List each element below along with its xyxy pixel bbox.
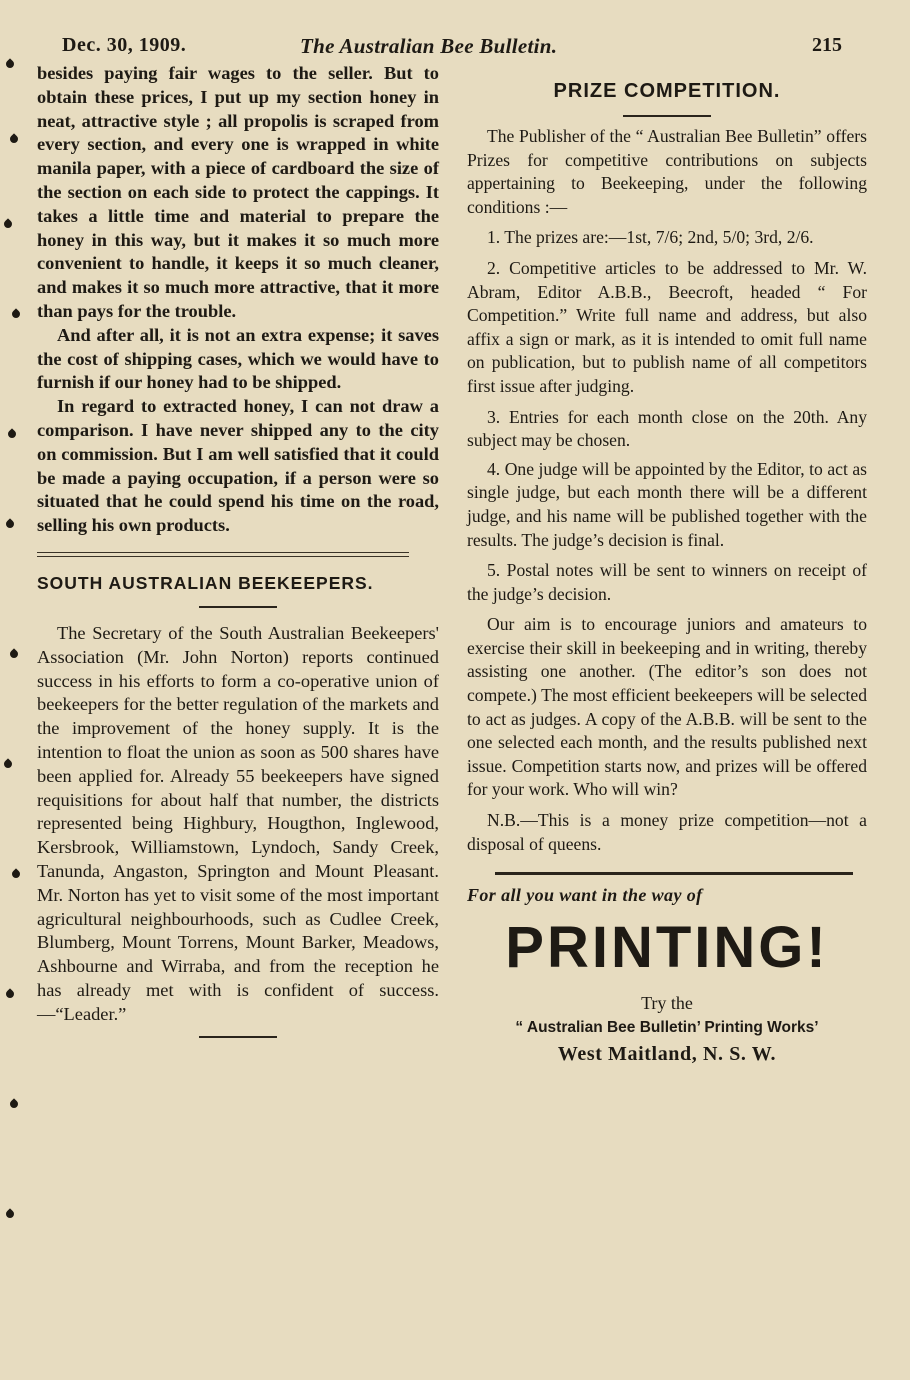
end-rule <box>199 1036 277 1038</box>
aim-paragraph: Our aim is to encourage juniors and amateurs to exercise their skill in beekeeping and in writing, thereby assisting one another. (The editor’s son does not compete.) The most efficient beekeepers will be selected to act as judges. A copy of the A.B.B. will be sent to the one selected each month, and the results published next issue. Competition starts now, and prizes will be offered for your work. Who will win? <box>467 614 867 800</box>
page-number: 215 <box>812 34 842 56</box>
right-column <box>467 80 867 1068</box>
advert-works: “ Australian Bee Bulletin’ Printing Works’ <box>515 1019 819 1037</box>
binding-mark <box>6 428 17 439</box>
printing-advertisement <box>467 885 867 1068</box>
binding-mark <box>2 758 13 769</box>
intro-paragraph: The Publisher of the “ Australian Bee Bulletin” offers Prizes for competitive contributions on subjects appertaining to Beekeeping, under the following conditions :— <box>467 126 867 217</box>
binding-mark <box>4 1208 15 1219</box>
advert-headline: PRINTING! <box>505 915 829 981</box>
issue-date: Dec. 30, 1909. <box>62 34 187 56</box>
left-column <box>37 62 439 1038</box>
binding-mark <box>4 988 15 999</box>
binding-mark <box>10 308 21 319</box>
binding-edge-marks <box>0 40 34 1280</box>
binding-mark <box>8 1098 19 1109</box>
binding-mark <box>4 518 15 529</box>
article-paragraph: In regard to extracted honey, I can not draw a comparison. I have never shipped any to the city on commission. But I am well satisfied that it could be made a paying occupation, if a person were so situated that he could spend his time on the road, selling his own products. <box>37 396 439 536</box>
condition-item: 3. Entries for each month close on the 20th. Any subject may be chosen. <box>467 406 867 451</box>
advert-lead: For all you want in the way of <box>467 885 703 906</box>
condition-item: 2. Competitive articles to be addressed to Mr. W. Abram, Editor A.B.B., Beecroft, headed “ For Competition.” Write full name and address, but also affix a sign or mark, as it is intended to omit full name on publication, but to publish name of all competitors first issue after judging. <box>467 257 867 396</box>
binding-mark <box>8 133 19 144</box>
section-title: PRIZE COMPETITION. <box>553 80 781 102</box>
article-paragraph: And after all, it is not an extra expense; it saves the cost of shipping cases, which we would have to furnish if our honey had to be shipped. <box>37 324 439 393</box>
note-paragraph: N.B.—This is a money prize competition—not a disposal of queens. <box>467 810 867 854</box>
condition-item: 1. The prizes are:—1st, 7/6; 2nd, 5/0; 3rd, 2/6. <box>487 227 814 248</box>
binding-mark <box>2 218 13 229</box>
news-paragraph: The Secretary of the South Australian Beekeepers' Association (Mr. John Norton) reports continued success in his efforts to form a co-operative union of beekeepers for the better regulation of the markets and the improvement of the honey supply. It is the intention to float the union as soon as 500 shares have been applied for. Already 55 beekeepers have signed requisitions for about half that number, the districts represented being Highbury, Hougthon, Inglewood, Kersbrook, Williamstown, Lyndoch, Sandy Creek, Tanunda, Angaston, Springton and Mount Pleasant. Mr. Norton has yet to visit some of the most important agricultural neighbourhoods, such as Cudlee Creek, Blumberg, Mount Torrens, Mount Barker, Meadows, Ashbourne and Wirraba, and from the reception he has already met with is confident of success.—“Leader.” <box>37 622 439 1024</box>
condition-item: 4. One judge will be appointed by the Editor, to act as single judge, but each month there will be a different judge, and his name will be published together with the results. The judge’s decision is final. <box>467 458 867 550</box>
binding-mark <box>10 868 21 879</box>
advert-place: West Maitland, N. S. W. <box>557 1043 777 1066</box>
section-divider <box>37 552 409 557</box>
binding-mark <box>8 648 19 659</box>
title-underline <box>199 606 277 608</box>
title-underline <box>623 115 711 117</box>
article-paragraph: besides paying fair wages to the seller. But to obtain these prices, I put up my section honey in neat, attractive style ; all propolis is scraped from every section, and every one is wrapped in white manila paper, with a piece of cardboard the size of the section on each side to protect the cappings. It takes a little time and material to prepare the honey in this way, but it makes it so much more convenient to handle, it keeps it so much cleaner, and makes it so much more attractive, that it more than pays for the trouble. <box>37 63 439 321</box>
journal-title: The Australian Bee Bulletin. <box>300 34 558 58</box>
advert-try: Try the <box>641 993 693 1014</box>
section-title: SOUTH AUSTRALIAN BEEKEEPERS. <box>37 572 374 593</box>
page-header <box>0 34 910 62</box>
advert-divider <box>495 872 853 875</box>
condition-item: 5. Postal notes will be sent to winners on receipt of the judge’s decision. <box>467 560 867 604</box>
binding-mark <box>4 58 15 69</box>
